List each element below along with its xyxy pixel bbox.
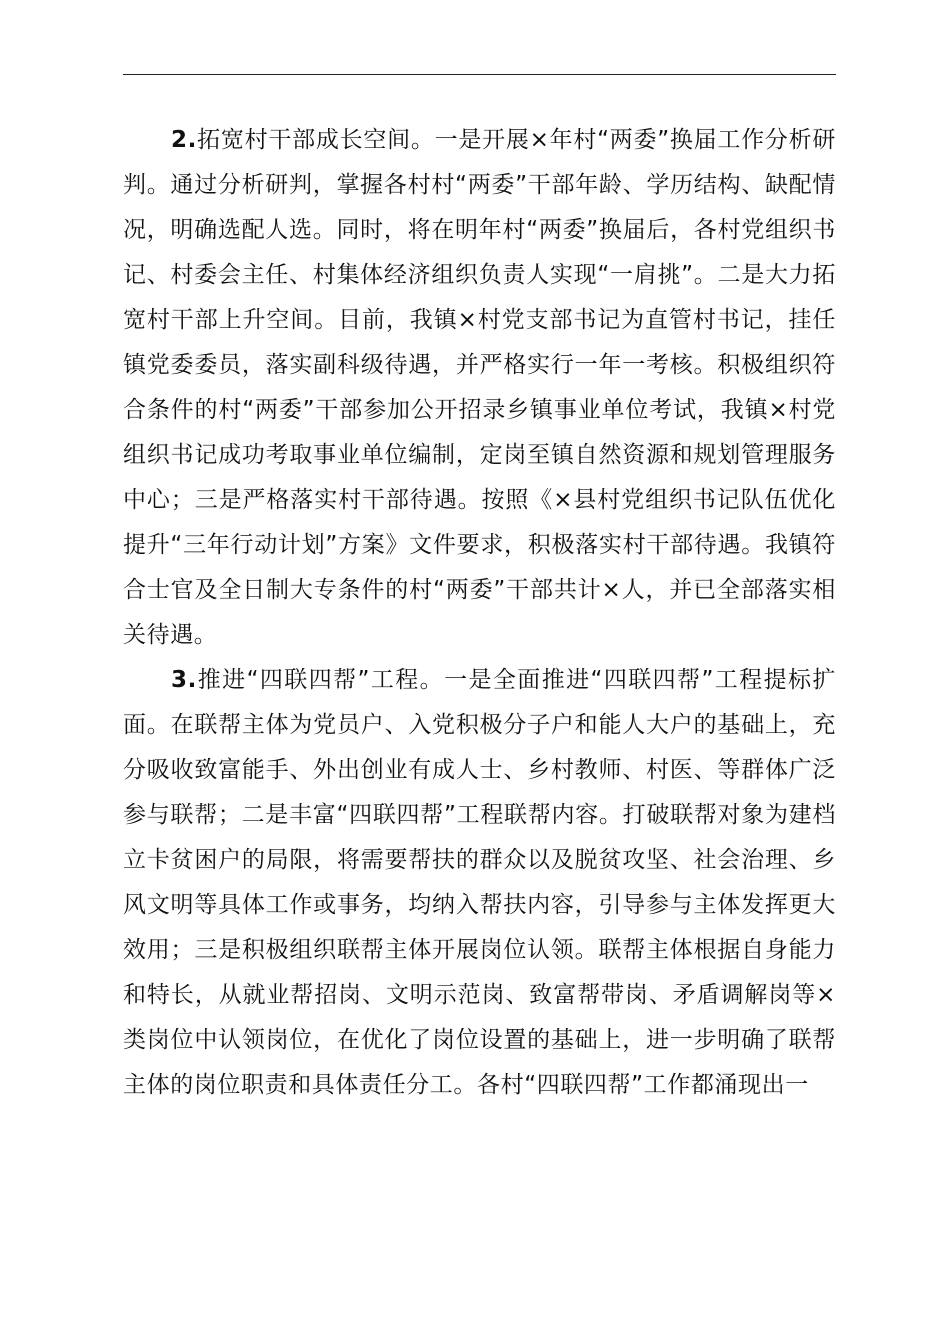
document-body — [123, 118, 836, 1108]
paragraph-3-title: 推进“四联四帮”工程。 — [196, 667, 445, 693]
paragraph-2 — [123, 118, 836, 658]
paragraph-3-number: 3. — [171, 667, 197, 693]
paragraph-2-title: 拓宽村干部成长空间。 — [196, 127, 435, 153]
paragraph-3-body: 一是全面推进“四联四帮”工程提标扩面。在联帮主体为党员户、入党积极分子户和能人大户的基础上，充分吸收致富能手、外出创业有成人士、乡村教师、村医、等群体广泛参与联帮；二是丰富“四联四帮”工程联帮内容。打破联帮对象为建档立卡贫困户的局限，将需要帮扶的群众以及脱贫攻坚、社会治理、乡风文明等具体工作或事务，均纳入帮扶内容，引导参与主体发挥更大效用；三是积极组织联帮主体开展岗位认领。联帮主体根据自身能力和特长，从就业帮招岗、文明示范岗、致富帮带岗、矛盾调解岗等×类岗位中认领岗位，在优化了岗位设置的基础上，进一步明确了联帮主体的岗位职责和具体责任分工。各村“四联四帮”工作都涌现出一 — [123, 667, 836, 1098]
paragraph-2-number: 2. — [171, 127, 197, 153]
header-rule — [123, 74, 836, 75]
paragraph-3 — [123, 658, 836, 1108]
paragraph-2-body: 一是开展×年村“两委”换届工作分析研判。通过分析研判，掌握各村村“两委”干部年龄、学历结构、缺配情况，明确选配人选。同时，将在明年村“两委”换届后，各村党组织书记、村委会主任、村集体经济组织负责人实现“一肩挑”。二是大力拓宽村干部上升空间。目前，我镇×村党支部书记为直管村书记，挂任镇党委委员，落实副科级待遇，并严格实行一年一考核。积极组织符合条件的村“两委”干部参加公开招录乡镇事业单位考试，我镇×村党组织书记成功考取事业单位编制，定岗至镇自然资源和规划管理服务中心；三是严格落实村干部待遇。按照《×县村党组织书记队伍优化提升“三年行动计划”方案》文件要求，积极落实村干部待遇。我镇符合士官及全日制大专条件的村“两委”干部共计×人，并已全部落实相关待遇。 — [123, 127, 837, 648]
